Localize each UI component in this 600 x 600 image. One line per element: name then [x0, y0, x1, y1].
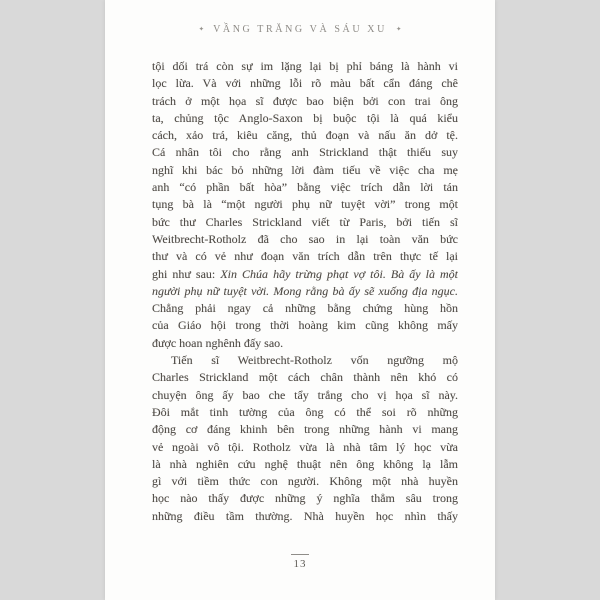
text-line: ta, chủng tộc Anglo-Saxon bị buộc tội là quá kiểu: [152, 110, 458, 125]
text-line: chuyện ông ấy bao che tẩy trắng cho vị họa sĩ này.: [152, 387, 458, 402]
page-body-text: [152, 58, 458, 525]
book-page: [105, 0, 495, 600]
page-number: 13: [293, 558, 307, 570]
header-ornament-right-icon: ✦: [395, 25, 402, 33]
text-line: Cá nhân tôi cho rằng anh Strickland thật thiếu suy: [152, 145, 458, 160]
text-line: những điều tầm thường. Nhà huyền học nhìn thấy: [152, 508, 458, 523]
page-footer: [105, 554, 495, 570]
text-line: động cơ đáng khinh bên trong những hành vi mang: [152, 422, 458, 437]
text-line: bức thư Charles Strickland viết từ Paris, bởi tiến sĩ: [152, 214, 458, 229]
text-line: Charles Strickland một cách chân thành nên khó có: [152, 370, 458, 385]
text-line: học nào thấy được những ý nghĩa thẳm sâu trong: [152, 491, 458, 506]
text-line: anh “có phần bất hòa” bằng việc trích dẫn lời tán: [152, 180, 458, 195]
text-line: nghĩ khi bác bỏ những lời đàm tiếu về việc cha mẹ: [152, 162, 458, 177]
running-header-title: VẦNG TRĂNG VÀ SÁU XU: [213, 24, 387, 35]
text-line: là nhà nghiên cứu nghệ thuật nên ông không lạ lẫm: [152, 456, 458, 471]
text-line: được hoan nghênh đấy sao.: [152, 335, 284, 350]
text-line: tội dối trá còn sự im lặng lại bị phỉ báng là hành vi: [152, 59, 458, 73]
text-line: cách, xảo trá, kiêu căng, thủ đoạn và nấu ăn dở tệ.: [152, 128, 458, 143]
text-line: Chẳng phải ngay cả những bằng chứng hùng hồn: [152, 301, 458, 316]
text-line: Weitbrecht-Rotholz đã cho sao in lại toàn văn bức: [152, 231, 458, 246]
text-line: Đôi mắt tinh tường của ông có thể soi rõ những: [152, 404, 458, 419]
text-line: Tiến sĩ Weitbrecht-Rotholz vốn ngưỡng mộ: [171, 353, 458, 368]
text-line: trách ở một họa sĩ được bao biện bởi con trai ông: [152, 93, 458, 108]
footer-rule: [291, 554, 309, 555]
text-line: ghi như sau: Xin Chúa hãy trừng phạt vợ tôi. Bà ấy là một: [152, 266, 458, 281]
text-line: người phụ nữ tuyệt vời. Mong rằng bà ấy sẽ xuống địa ngục.: [152, 283, 458, 298]
text-line: gì với tiềm thức con người. Không một nhà huyền: [152, 474, 458, 489]
text-line: thư và có vẻ như đoạn văn trích dẫn trên thực tế lại: [152, 249, 458, 264]
text-line: của Giáo hội trong thời hoàng kim cũng không mấy: [152, 318, 458, 333]
running-header: [105, 24, 495, 35]
text-line: lọc lừa. Và với những lỗi rõ màu bất cẩn đáng chê: [152, 76, 458, 91]
header-ornament-left-icon: ✦: [198, 25, 205, 33]
text-line: vẻ ngoài vô tội. Rotholz vừa là nhà tâm lý học vừa: [152, 439, 458, 454]
text-line: tụng bà là “một người phụ nữ tuyệt vời” trong một: [152, 197, 458, 212]
